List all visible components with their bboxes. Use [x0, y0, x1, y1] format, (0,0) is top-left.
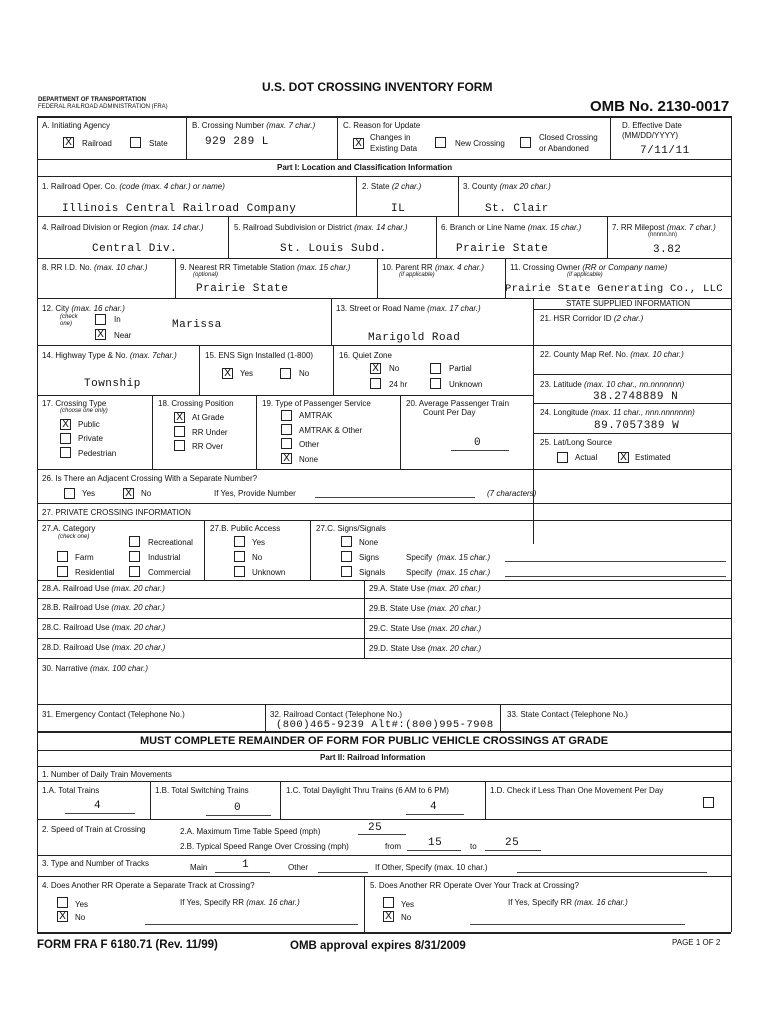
- less-than-one-label: 1.D. Check if Less Than One Movement Per Day: [490, 786, 664, 795]
- city-in-label: In: [114, 315, 121, 324]
- category-recreational-checkbox[interactable]: [129, 536, 140, 547]
- over-track-no-label: No: [401, 913, 412, 922]
- city-value[interactable]: Marissa: [172, 319, 222, 331]
- separate-track-no-checkbox[interactable]: X: [57, 911, 68, 922]
- speed-from-value[interactable]: 15: [428, 837, 443, 849]
- county-map-ref-label: 22. County Map Ref. No. (max. 10 char.): [540, 350, 684, 359]
- quiet-zone-unknown-label: Unknown: [449, 380, 483, 389]
- quiet-zone-no-label: No: [389, 364, 400, 373]
- signs-label: Signs: [359, 553, 380, 562]
- railroad-contact-label: 32. Railroad Contact (Telephone No.): [270, 710, 403, 719]
- rr-milepost-format: (nnnnn.nn): [648, 232, 678, 238]
- quiet-zone-partial-label: Partial: [449, 364, 472, 373]
- latitude-label: 23. Latitude (max. 10 char., nn.nnnnnnn): [540, 380, 685, 389]
- daylight-thru-trains-label: 1.C. Total Daylight Thru Trains (6 AM to 6 PM): [286, 786, 449, 795]
- separate-track-yes-checkbox[interactable]: [57, 897, 68, 908]
- ens-yes-label: Yes: [240, 369, 254, 378]
- railroad-contact-value[interactable]: (800)465-9239 Alt#:(800)995-7908: [276, 719, 494, 731]
- position-rr-under-label: RR Under: [192, 428, 228, 437]
- crossing-owner-optional: (if applicable): [567, 272, 603, 278]
- timetable-station-value[interactable]: Prairie State: [196, 283, 289, 295]
- rr-division-value[interactable]: Central Div.: [92, 243, 178, 255]
- category-label: 27.A. Category: [42, 524, 96, 533]
- latlong-source-label: 25. Lat/Long Source: [540, 438, 613, 447]
- passenger-service-label: 19. Type of Passenger Service: [262, 399, 371, 408]
- crossing-number-value[interactable]: 929 289 L: [205, 136, 269, 148]
- form-title: U.S. DOT CROSSING INVENTORY FORM: [262, 80, 493, 94]
- speed-from-label: from: [385, 842, 401, 851]
- rr-subdivision-value[interactable]: St. Louis Subd.: [280, 243, 387, 255]
- city-check-hint: (check: [60, 314, 78, 320]
- daily-train-movements-label: 1. Number of Daily Train Movements: [42, 770, 172, 779]
- state-supplied-info-title: STATE SUPPLIED INFORMATION: [566, 299, 691, 308]
- closed-crossing-label: Closed Crossing: [539, 133, 598, 142]
- service-amtrak-other-checkbox[interactable]: [281, 424, 292, 435]
- total-trains-value[interactable]: 4: [94, 800, 102, 812]
- timetable-station-label: 9. Nearest RR Timetable Station (max. 15 char.): [180, 263, 351, 272]
- signs-specify-label: Specify (max. 15 char.): [406, 553, 491, 562]
- source-estimated-checkbox[interactable]: X: [618, 452, 629, 463]
- public-access-label: 27.B. Public Access: [210, 524, 281, 533]
- agency-label: FEDERAL RAILROAD ADMINISTRATION (FRA): [38, 104, 168, 110]
- crossing-type-hint: (choose one only): [60, 408, 108, 414]
- position-rr-under-checkbox[interactable]: [174, 426, 185, 437]
- narrative-label: 30. Narrative (max. 100 char.): [42, 664, 148, 673]
- crossing-type-pedestrian-label: Pedestrian: [78, 449, 117, 458]
- state-use-c-label: 29.C. State Use (max. 20 char.): [369, 624, 482, 633]
- service-none-label: None: [299, 455, 319, 464]
- speed-to-value[interactable]: 25: [505, 837, 520, 849]
- omb-number: OMB No. 2130-0017: [590, 98, 730, 115]
- signals-specify-label: Specify (max. 15 char.): [406, 568, 491, 577]
- signs-none-label: None: [359, 538, 379, 547]
- changes-existing-checkbox[interactable]: X: [353, 138, 364, 149]
- service-amtrak-checkbox[interactable]: [281, 410, 292, 421]
- category-hint: (check one): [58, 534, 90, 540]
- state-field-label: 2. State (2 char.): [362, 182, 422, 191]
- signs-none-checkbox[interactable]: [341, 536, 352, 547]
- rr-division-label: 4. Railroad Division or Region (max. 14 char.): [42, 223, 204, 232]
- avg-passenger-label-2: Count Per Day: [423, 408, 476, 417]
- part1-title: Part I: Location and Classification Information: [277, 163, 453, 172]
- signs-signals-label: 27.C. Signs/Signals: [316, 524, 386, 533]
- quiet-zone-unknown-checkbox[interactable]: [430, 378, 441, 389]
- adjacent-yes-label: Yes: [82, 489, 96, 498]
- street-name-value[interactable]: Marigold Road: [368, 332, 461, 344]
- omb-expiration: OMB approval expires 8/31/2009: [290, 940, 466, 952]
- crossing-position-label: 18. Crossing Position: [158, 399, 234, 408]
- main-tracks-label: Main: [190, 863, 208, 872]
- train-speed-label: 2. Speed of Train at Crossing: [42, 825, 146, 834]
- railroad-use-a-label: 28.A. Railroad Use (max. 20 char.): [42, 584, 165, 593]
- hsr-corridor-label: 21. HSR Corridor ID (2 char.): [540, 314, 644, 323]
- quiet-zone-no-checkbox[interactable]: X: [370, 363, 381, 374]
- rr-id-label: 8. RR I.D. No. (max. 10 char.): [42, 263, 148, 272]
- must-complete-banner: MUST COMPLETE REMAINDER OF FORM FOR PUBLIC VEHICLE CROSSINGS AT GRADE: [140, 735, 609, 747]
- state-field-value[interactable]: IL: [391, 203, 406, 215]
- rr-subdivision-label: 5. Railroad Subdivision or District (max. 14 char.): [234, 223, 408, 232]
- crossing-type-pedestrian-checkbox[interactable]: [60, 447, 71, 458]
- highway-type-label: 14. Highway Type & No. (max. 7char.): [42, 351, 177, 360]
- state-checkbox[interactable]: [130, 137, 141, 148]
- public-access-unknown-label: Unknown: [252, 568, 286, 577]
- quiet-zone-24hr-label: 24 hr: [389, 380, 408, 389]
- state-use-b-label: 29.B. State Use (max. 20 char.): [369, 604, 481, 613]
- state-contact-label: 33. State Contact (Telephone No.): [507, 710, 628, 719]
- ens-no-checkbox[interactable]: [280, 368, 291, 379]
- city-in-checkbox[interactable]: [95, 314, 106, 325]
- public-access-yes-label: Yes: [252, 538, 266, 547]
- ens-no-label: No: [299, 369, 310, 378]
- emergency-contact-label: 31. Emergency Contact (Telephone No.): [42, 710, 185, 719]
- category-commercial-checkbox[interactable]: [129, 566, 140, 577]
- railroad-checkbox[interactable]: X: [63, 137, 74, 148]
- public-access-no-checkbox[interactable]: [234, 551, 245, 562]
- max-timetable-speed-label: 2.A. Maximum Time Table Speed (mph): [180, 827, 321, 836]
- public-access-no-label: No: [252, 553, 263, 562]
- adjacent-yes-checkbox[interactable]: [64, 488, 75, 499]
- main-tracks-value[interactable]: 1: [242, 859, 250, 871]
- other-specify-label: If Other, Specify (max. 10 char.): [375, 863, 488, 872]
- source-actual-label: Actual: [575, 453, 598, 462]
- branch-line-value[interactable]: Prairie State: [456, 243, 549, 255]
- state-label: State: [149, 139, 168, 148]
- signals-checkbox[interactable]: [341, 566, 352, 577]
- form-number: FORM FRA F 6180.71 (Rev. 11/99): [37, 939, 218, 951]
- category-recreational-label: Recreational: [148, 538, 193, 547]
- service-other-checkbox[interactable]: [281, 438, 292, 449]
- other-tracks-label: Other: [288, 863, 309, 872]
- city-check-hint-2: one): [60, 321, 73, 327]
- existing-data-label: Existing Data: [370, 144, 418, 153]
- railroad-label: Railroad: [82, 139, 112, 148]
- railroad-use-b-label: 28.B. Railroad Use (max. 20 char.): [42, 603, 165, 612]
- crossing-number-label: B. Crossing Number (max. 7 char.): [192, 121, 316, 130]
- rr-milepost-value[interactable]: 3.82: [653, 244, 682, 256]
- department-label: DEPARTMENT OF TRANSPORTATION: [38, 97, 146, 103]
- city-near-label: Near: [114, 331, 132, 340]
- rr-oper-co-label: 1. Railroad Oper. Co. (code (max. 4 char.) or name): [42, 182, 225, 191]
- typical-speed-label: 2.B. Typical Speed Range Over Crossing (mph): [180, 842, 349, 851]
- quiet-zone-24hr-checkbox[interactable]: [370, 378, 381, 389]
- effective-date-format: (MM/DD/YYYY): [622, 131, 678, 140]
- effective-date-label: D. Effective Date: [622, 121, 682, 130]
- effective-date-value[interactable]: 7/11/11: [640, 145, 690, 157]
- rr-milepost-label: 7. RR Milepost (max. 7 char.): [612, 223, 716, 232]
- city-near-checkbox[interactable]: X: [95, 329, 106, 340]
- adjacent-no-label: No: [141, 489, 152, 498]
- parent-rr-optional: (if applicable): [399, 272, 435, 278]
- separate-track-no-label: No: [75, 913, 86, 922]
- longitude-label: 24. Longitude (max. 11 char., nnn.nnnnnnn): [540, 408, 695, 417]
- crossing-type-public-checkbox[interactable]: X: [60, 419, 71, 430]
- railroad-use-c-label: 28.C. Railroad Use (max. 20 char.): [42, 623, 166, 632]
- over-track-yes-checkbox[interactable]: [383, 897, 394, 908]
- changes-label: Changes in: [370, 133, 411, 142]
- tracks-label: 3. Type and Number of Tracks: [42, 859, 150, 868]
- city-label: 12. City (max. 16 char.): [42, 304, 125, 313]
- over-track-label: 5. Does Another RR Operate Over Your Track at Crossing?: [370, 881, 579, 890]
- new-crossing-checkbox[interactable]: [435, 137, 446, 148]
- category-farm-label: Farm: [75, 553, 94, 562]
- adjacent-crossing-label: 26. Is There an Adjacent Crossing With a Separate Number?: [42, 474, 258, 483]
- category-industrial-label: Industrial: [148, 553, 181, 562]
- avg-passenger-value[interactable]: 0: [474, 437, 482, 449]
- railroad-use-d-label: 28.D. Railroad Use (max. 20 char.): [42, 643, 166, 652]
- part2-title: Part II: Railroad Information: [320, 753, 426, 762]
- ens-yes-checkbox[interactable]: X: [222, 368, 233, 379]
- timetable-station-optional: (optional): [193, 272, 219, 278]
- over-track-specify-label: If Yes, Specify RR (max. 16 char.): [508, 898, 628, 907]
- category-residential-label: Residential: [75, 568, 115, 577]
- quiet-zone-partial-checkbox[interactable]: [430, 363, 441, 374]
- adjacent-no-checkbox[interactable]: X: [123, 488, 134, 499]
- longitude-value[interactable]: 89.7057389 W: [594, 420, 680, 432]
- state-use-a-label: 29.A. State Use (max. 20 char.): [369, 584, 481, 593]
- source-actual-checkbox[interactable]: [557, 452, 568, 463]
- separate-track-specify-label: If Yes, Specify RR (max. 16 char.): [180, 898, 300, 907]
- street-name-label: 13. Street or Road Name (max. 17 char.): [336, 304, 481, 313]
- separate-track-yes-label: Yes: [75, 900, 89, 909]
- closed-crossing-checkbox[interactable]: [520, 137, 531, 148]
- service-amtrak-other-label: AMTRAK & Other: [299, 426, 363, 435]
- new-crossing-label: New Crossing: [455, 139, 505, 148]
- public-access-unknown-checkbox[interactable]: [234, 566, 245, 577]
- max-timetable-speed-value[interactable]: 25: [368, 822, 383, 834]
- ens-sign-label: 15. ENS Sign Installed (1-800): [205, 351, 314, 360]
- source-estimated-label: Estimated: [635, 453, 671, 462]
- separate-track-label: 4. Does Another RR Operate a Separate Track at Crossing?: [42, 881, 255, 890]
- state-use-d-label: 29.D. State Use (max. 20 char.): [369, 644, 482, 653]
- position-at-grade-label: At Grade: [192, 413, 225, 422]
- position-rr-over-checkbox[interactable]: [174, 440, 185, 451]
- over-track-no-checkbox[interactable]: X: [383, 911, 394, 922]
- category-residential-checkbox[interactable]: [57, 566, 68, 577]
- crossing-type-private-label: Private: [78, 434, 103, 443]
- rr-oper-co-value[interactable]: Illinois Central Railroad Company: [62, 203, 297, 215]
- position-rr-over-label: RR Over: [192, 442, 224, 451]
- service-amtrak-label: AMTRAK: [299, 411, 333, 420]
- initiating-agency-label: A. Initiating Agency: [42, 121, 111, 130]
- crossing-type-public-label: Public: [78, 420, 100, 429]
- seven-chars-hint: (7 characters): [487, 489, 537, 498]
- speed-to-label: to: [470, 842, 477, 851]
- abandoned-label: or Abandoned: [539, 144, 589, 153]
- latitude-value[interactable]: 38.2748889 N: [593, 391, 679, 403]
- highway-type-value[interactable]: Township: [84, 378, 141, 390]
- provide-number-label: If Yes, Provide Number: [214, 489, 296, 498]
- crossing-owner-label: 11. Crossing Owner (RR or Company name): [510, 263, 668, 272]
- crossing-owner-value[interactable]: Prairie State Generating Co., LLC: [505, 283, 723, 295]
- category-commercial-label: Commercial: [148, 568, 191, 577]
- category-industrial-checkbox[interactable]: [129, 551, 140, 562]
- less-than-one-checkbox[interactable]: [703, 797, 714, 808]
- private-crossing-title: 27. PRIVATE CROSSING INFORMATION: [42, 508, 191, 517]
- public-access-yes-checkbox[interactable]: [234, 536, 245, 547]
- signals-label: Signals: [359, 568, 386, 577]
- page-number: PAGE 1 OF 2: [672, 938, 721, 947]
- crossing-type-label: 17. Crossing Type: [42, 399, 107, 408]
- county-value[interactable]: St. Clair: [485, 203, 549, 215]
- branch-line-label: 6. Branch or Line Name (max. 15 char.): [441, 223, 582, 232]
- service-none-checkbox[interactable]: X: [281, 453, 292, 464]
- reason-for-update-label: C. Reason for Update: [343, 121, 421, 130]
- switching-trains-label: 1.B. Total Switching Trains: [155, 786, 249, 795]
- quiet-zone-label: 16. Quiet Zone: [339, 351, 392, 360]
- category-farm-checkbox[interactable]: [57, 551, 68, 562]
- signs-checkbox[interactable]: [341, 551, 352, 562]
- daylight-thru-trains-value[interactable]: 4: [430, 801, 438, 813]
- avg-passenger-label: 20. Average Passenger Train: [406, 399, 510, 408]
- county-label: 3. County (max 20 char.): [463, 182, 551, 191]
- service-other-label: Other: [299, 440, 320, 449]
- position-at-grade-checkbox[interactable]: X: [174, 412, 185, 423]
- switching-trains-value[interactable]: 0: [234, 802, 242, 814]
- crossing-type-private-checkbox[interactable]: [60, 433, 71, 444]
- parent-rr-label: 10. Parent RR (max. 4 char.): [382, 263, 484, 272]
- total-trains-label: 1.A. Total Trains: [42, 786, 100, 795]
- over-track-yes-label: Yes: [401, 900, 415, 909]
